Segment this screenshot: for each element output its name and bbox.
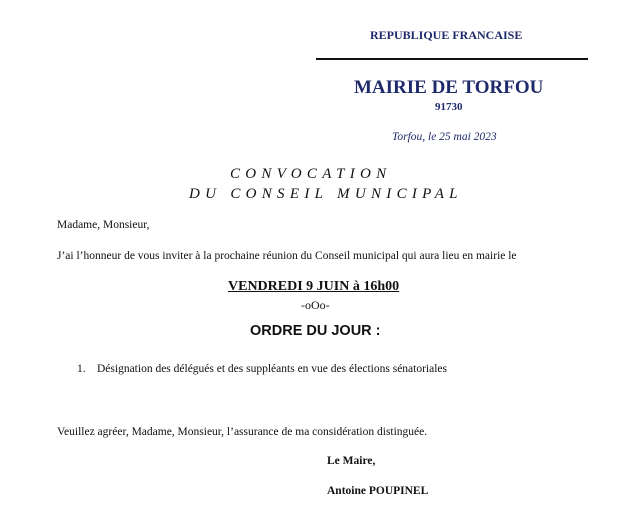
separator: -oOo-: [301, 298, 330, 312]
closing-text: Veuillez agréer, Madame, Monsieur, l’assurance de ma considération distinguée.: [57, 426, 428, 438]
country-header: REPUBLIQUE FRANCAISE: [370, 28, 523, 42]
header-rule: [316, 58, 588, 60]
agenda-item-text: Désignation des délégués et des suppléants en vue des élections sénatoriales: [97, 363, 448, 375]
salutation: Madame, Monsieur,: [57, 219, 150, 231]
dateline: Torfou, le 25 mai 2023: [392, 131, 497, 143]
signature-role: Le Maire,: [327, 455, 376, 467]
title-line-2: DU CONSEIL MUNICIPAL: [189, 186, 463, 202]
signature-name: Antoine POUPINEL: [327, 485, 429, 497]
agenda-heading: ORDRE DU JOUR :: [250, 323, 381, 339]
invitation-text: J’ai l’honneur de vous inviter à la prochaine réunion du Conseil municipal qui aura lieu en mairie le: [57, 250, 517, 262]
meeting-date: VENDREDI 9 JUIN à 16h00: [228, 279, 400, 294]
mairie-title: MAIRIE DE TORFOU: [354, 77, 544, 98]
agenda-item-number: 1.: [77, 363, 86, 375]
postal-code: 91730: [435, 101, 463, 113]
title-line-1: CONVOCATION: [230, 166, 392, 182]
